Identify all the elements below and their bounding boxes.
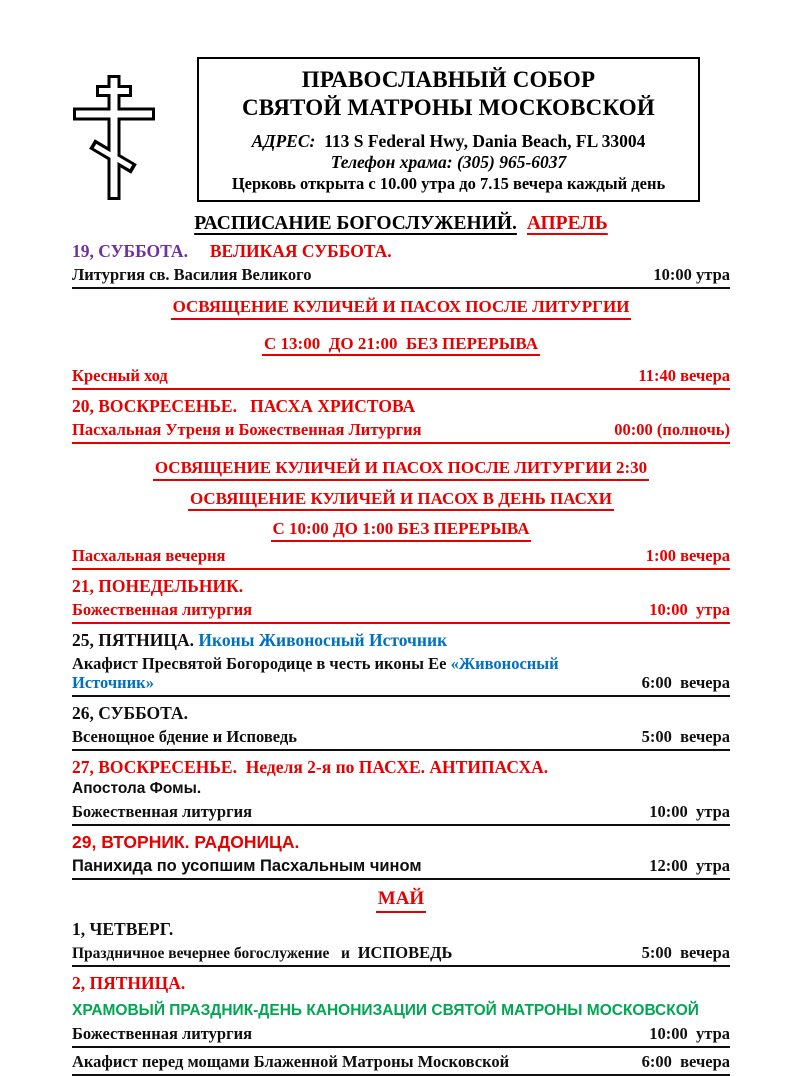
text-segment: Апостола Фомы.	[72, 780, 202, 798]
schedule-rows	[72, 241, 730, 1076]
day-heading-row	[72, 703, 730, 723]
text-segment: Акафист перед мощами Блаженной Матроны Московской	[72, 1052, 510, 1072]
service-time: 5:00 вечера	[641, 943, 730, 963]
service-name	[72, 803, 252, 822]
church-address	[203, 131, 694, 152]
service-row	[72, 367, 730, 390]
row-spacer	[72, 320, 730, 326]
service-time: 10:00 утра	[649, 1024, 730, 1044]
notice-text	[188, 489, 614, 512]
row-spacer	[72, 356, 730, 362]
text-segment: С 13:00 ДО 21:00 БЕЗ ПЕРЕРЫВА	[264, 333, 538, 353]
service-row	[72, 803, 730, 826]
church-hours: Церковь открыта с 10.00 утра до 7.15 вечера каждый день	[231, 174, 666, 194]
schedule-title-text: РАСПИСАНИЕ БОГОСЛУЖЕНИЙ.	[194, 213, 517, 234]
service-time: 00:00 (полночь)	[614, 420, 730, 440]
text-segment: «Живоносный Источник»	[72, 654, 563, 693]
service-name	[72, 367, 168, 386]
service-name	[72, 944, 452, 963]
text-segment: Литургия св. Василия Великого	[72, 265, 312, 285]
address-value: 113 S Federal Hwy, Dania Beach, FL 33004	[315, 131, 646, 152]
service-time: 11:40 вечера	[638, 366, 730, 386]
notice-row	[72, 519, 730, 542]
service-row	[72, 728, 730, 751]
cross-shape	[73, 75, 155, 200]
church-name-line2: СВЯТОЙ МАТРОНЫ МОСКОВСКОЙ	[242, 95, 655, 121]
day-heading-row	[72, 396, 730, 416]
text-segment: ВЕЛИКАЯ СУББОТА.	[209, 241, 392, 261]
text-segment: 21, ПОНЕДЕЛЬНИК.	[72, 575, 244, 596]
notice-row	[72, 489, 730, 512]
text-segment: 26, СУББОТА.	[72, 703, 188, 724]
text-segment: ОСВЯЩЕНИЕ КУЛИЧЕЙ И ПАСОХ В ДЕНЬ ПАСХИ	[189, 488, 613, 508]
day-heading-row	[72, 576, 730, 596]
schedule-title	[72, 213, 730, 235]
service-name	[72, 601, 252, 620]
service-name	[72, 1025, 252, 1044]
orthodox-cross-icon	[70, 60, 158, 206]
text-segment: ИСПОВЕДЬ	[357, 943, 453, 963]
service-row	[72, 944, 730, 967]
text-segment: ОСВЯЩЕНИЕ КУЛИЧЕЙ И ПАСОХ ПОСЛЕ ЛИТУРГИИ	[172, 297, 630, 317]
service-row	[72, 857, 730, 880]
text-segment: С 10:00 ДО 1:00 БЕЗ ПЕРЕРЫВА	[272, 519, 530, 539]
notice-text	[262, 334, 540, 357]
church-name-line1: ПРАВОСЛАВНЫЙ СОБОР	[301, 67, 596, 92]
day-heading-row	[72, 241, 730, 261]
service-time: 10:00 утра	[653, 265, 730, 285]
service-time: 5:00 вечера	[641, 727, 730, 747]
text-segment: 27, ВОСКРЕСЕНЬЕ. Неделя 2-я по ПАСХЕ. АНТИПАСХА.	[72, 757, 549, 778]
service-row	[72, 601, 730, 624]
text-segment: 25, ПЯТНИЦА.	[72, 629, 199, 650]
church-info-box	[197, 57, 700, 202]
day-heading-row	[72, 919, 730, 939]
text-segment	[188, 241, 210, 261]
service-name	[72, 547, 225, 566]
text-segment: 2, ПЯТНИЦА.	[72, 973, 186, 994]
service-row	[72, 1053, 730, 1076]
address-label: АДРЕС:	[251, 131, 316, 152]
notice-row	[72, 334, 730, 357]
service-row	[72, 421, 730, 444]
day-heading-row	[72, 757, 730, 777]
text-segment: 19, СУББОТА.	[72, 241, 188, 261]
day-heading-row	[72, 832, 730, 852]
notice-text	[376, 888, 426, 913]
notice-text	[171, 297, 632, 320]
service-time: 6:00 вечера	[641, 1052, 730, 1072]
notice-text	[271, 519, 532, 542]
text-segment: ХРАМОВЫЙ ПРАЗДНИК-ДЕНЬ КАНОНИЗАЦИИ СВЯТОЙ МАТРОНЫ МОСКОВСКОЙ	[72, 1002, 699, 1020]
service-time: 12:00 утра	[649, 856, 730, 876]
day-heading-row	[72, 973, 730, 993]
service-time: 1:00 вечера	[645, 545, 730, 565]
service-row	[72, 266, 730, 289]
row-spacer	[72, 444, 730, 450]
text-segment: Божественная литургия	[72, 802, 253, 822]
notice-text	[153, 458, 649, 481]
text-segment: 20, ВОСКРЕСЕНЬЕ. ПАСХА ХРИСТОВА	[72, 396, 416, 417]
text-segment: Божественная литургия	[72, 599, 253, 619]
notice-row	[72, 297, 730, 320]
notice-row	[72, 888, 730, 913]
notice-row	[72, 458, 730, 481]
service-name	[72, 266, 312, 285]
text-segment: 29, ВТОРНИК. РАДОНИЦА.	[72, 832, 300, 853]
text-segment: Пасхальная Утреня и Божественная Литургия	[72, 420, 422, 440]
text-segment: Иконы Живоносный Источник	[198, 629, 448, 650]
text-segment: Панихида по усопшим Пасхальным чином	[72, 857, 422, 876]
note-row	[72, 779, 730, 798]
text-segment: МАЙ	[377, 888, 425, 910]
service-time: 10:00 утра	[649, 802, 730, 822]
document-header	[0, 0, 792, 204]
text-segment: Акафист Пресвятой Богородице в честь иконы Ее	[72, 654, 451, 674]
schedule-title-month: АПРЕЛЬ	[526, 213, 608, 234]
text-segment: Всенощное бдение и Исповедь	[72, 727, 297, 747]
service-name	[72, 421, 422, 440]
text-segment: Божественная литургия	[72, 1024, 253, 1044]
service-row	[72, 1025, 730, 1048]
service-name	[72, 857, 422, 876]
day-heading-row	[72, 630, 730, 650]
text-segment: Пасхальная вечерня	[72, 545, 226, 565]
service-name	[72, 655, 634, 693]
text-segment: ОСВЯЩЕНИЕ КУЛИЧЕЙ И ПАСОХ ПОСЛЕ ЛИТУРГИИ 2:30	[154, 458, 648, 478]
text-segment: Праздничное вечернее богослужение и	[72, 945, 358, 963]
service-row	[72, 655, 730, 697]
service-row	[72, 547, 730, 570]
service-name	[72, 1053, 509, 1072]
text-segment: 1, ЧЕТВЕРГ.	[72, 919, 174, 940]
church-phone: Телефон храма: (305) 965-6037	[330, 152, 567, 173]
day-heading-row	[72, 999, 730, 1020]
service-time: 10:00 утра	[649, 599, 730, 619]
service-time: 6:00 вечера	[641, 673, 730, 693]
text-segment: Кресный ход	[72, 366, 168, 386]
service-name	[72, 728, 297, 747]
